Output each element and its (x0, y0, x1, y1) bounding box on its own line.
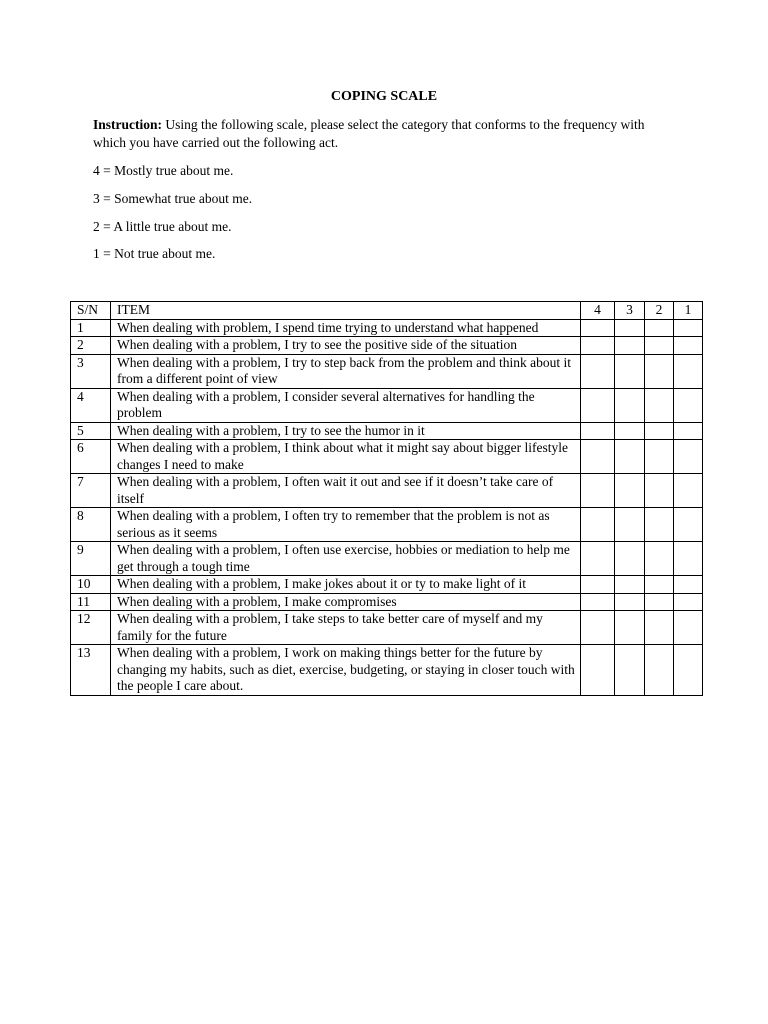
table-row (71, 576, 703, 594)
table-header-row (71, 302, 703, 320)
row-item-text: When dealing with a problem, I try to see the humor in it (111, 422, 581, 440)
scale-item-4: 4 = Mostly true about me. (93, 163, 234, 178)
table-row (71, 388, 703, 422)
rating-cell-1[interactable] (674, 593, 703, 611)
rating-cell-3[interactable] (615, 337, 645, 355)
header-rating-3: 3 (615, 302, 645, 320)
rating-cell-4[interactable] (581, 319, 615, 337)
scale-item-3: 3 = Somewhat true about me. (93, 191, 253, 206)
table-row (71, 319, 703, 337)
row-item-text: When dealing with problem, I spend time trying to understand what happened (111, 319, 581, 337)
rating-cell-3[interactable] (615, 354, 645, 388)
row-item-text: When dealing with a problem, I think about what it might say about bigger lifestyle changes I need to make (111, 440, 581, 474)
table-row (71, 645, 703, 696)
table-row (71, 508, 703, 542)
row-sn: 9 (71, 542, 111, 576)
rating-cell-4[interactable] (581, 440, 615, 474)
rating-cell-2[interactable] (645, 422, 674, 440)
instruction-label: Instruction: (93, 117, 163, 132)
rating-cell-1[interactable] (674, 645, 703, 696)
row-item-text: When dealing with a problem, I try to step back from the problem and think about it from a different point of view (111, 354, 581, 388)
row-sn: 8 (71, 508, 111, 542)
rating-cell-2[interactable] (645, 354, 674, 388)
rating-cell-1[interactable] (674, 337, 703, 355)
row-sn: 7 (71, 474, 111, 508)
header-sn: S/N (71, 302, 111, 320)
rating-cell-1[interactable] (674, 611, 703, 645)
table-row (71, 354, 703, 388)
rating-cell-4[interactable] (581, 645, 615, 696)
rating-cell-3[interactable] (615, 319, 645, 337)
rating-cell-1[interactable] (674, 388, 703, 422)
rating-cell-2[interactable] (645, 388, 674, 422)
row-item-text: When dealing with a problem, I try to see the positive side of the situation (111, 337, 581, 355)
instruction-text: Using the following scale, please select the category that conforms to the frequency with which you have carried out the following act. (93, 117, 645, 150)
rating-cell-1[interactable] (674, 542, 703, 576)
row-sn: 10 (71, 576, 111, 594)
row-sn: 11 (71, 593, 111, 611)
row-sn: 6 (71, 440, 111, 474)
rating-cell-4[interactable] (581, 611, 615, 645)
rating-cell-1[interactable] (674, 474, 703, 508)
rating-cell-4[interactable] (581, 388, 615, 422)
scale-item-2: 2 = A little true about me. (93, 219, 232, 234)
row-item-text: When dealing with a problem, I consider several alternatives for handling the problem (111, 388, 581, 422)
rating-cell-2[interactable] (645, 645, 674, 696)
rating-cell-2[interactable] (645, 337, 674, 355)
table-row (71, 611, 703, 645)
row-item-text: When dealing with a problem, I often use exercise, hobbies or mediation to help me get through a tough time (111, 542, 581, 576)
rating-cell-4[interactable] (581, 576, 615, 594)
instruction-paragraph (93, 116, 653, 152)
rating-cell-4[interactable] (581, 593, 615, 611)
row-item-text: When dealing with a problem, I make compromises (111, 593, 581, 611)
rating-cell-3[interactable] (615, 508, 645, 542)
table-row (71, 474, 703, 508)
row-item-text: When dealing with a problem, I make jokes about it or ty to make light of it (111, 576, 581, 594)
rating-cell-1[interactable] (674, 422, 703, 440)
rating-cell-4[interactable] (581, 508, 615, 542)
rating-cell-3[interactable] (615, 593, 645, 611)
row-item-text: When dealing with a problem, I often wait it out and see if it doesn’t take care of itself (111, 474, 581, 508)
rating-cell-4[interactable] (581, 422, 615, 440)
header-rating-4: 4 (581, 302, 615, 320)
header-item: ITEM (111, 302, 581, 320)
rating-cell-4[interactable] (581, 474, 615, 508)
rating-cell-3[interactable] (615, 440, 645, 474)
row-sn: 3 (71, 354, 111, 388)
coping-scale-table (70, 301, 703, 696)
rating-cell-2[interactable] (645, 576, 674, 594)
rating-cell-1[interactable] (674, 319, 703, 337)
table-row (71, 542, 703, 576)
rating-cell-3[interactable] (615, 474, 645, 508)
rating-cell-4[interactable] (581, 337, 615, 355)
rating-cell-3[interactable] (615, 542, 645, 576)
row-sn: 4 (71, 388, 111, 422)
table-row (71, 440, 703, 474)
row-sn: 2 (71, 337, 111, 355)
header-rating-2: 2 (645, 302, 674, 320)
table-row (71, 337, 703, 355)
row-sn: 5 (71, 422, 111, 440)
rating-cell-4[interactable] (581, 354, 615, 388)
rating-cell-4[interactable] (581, 542, 615, 576)
rating-cell-3[interactable] (615, 645, 645, 696)
rating-cell-2[interactable] (645, 440, 674, 474)
rating-cell-2[interactable] (645, 508, 674, 542)
rating-cell-3[interactable] (615, 576, 645, 594)
table-row (71, 593, 703, 611)
rating-cell-2[interactable] (645, 593, 674, 611)
page-title: COPING SCALE (330, 89, 438, 104)
rating-cell-3[interactable] (615, 422, 645, 440)
row-item-text: When dealing with a problem, I take steps to take better care of myself and my family for the future (111, 611, 581, 645)
row-item-text: When dealing with a problem, I often try to remember that the problem is not as serious as it seems (111, 508, 581, 542)
row-sn: 1 (71, 319, 111, 337)
rating-cell-3[interactable] (615, 388, 645, 422)
rating-cell-2[interactable] (645, 611, 674, 645)
row-sn: 12 (71, 611, 111, 645)
rating-cell-2[interactable] (645, 542, 674, 576)
scale-item-1: 1 = Not true about me. (93, 246, 216, 261)
rating-cell-1[interactable] (674, 440, 703, 474)
rating-cell-1[interactable] (674, 354, 703, 388)
rating-cell-2[interactable] (645, 474, 674, 508)
rating-cell-2[interactable] (645, 319, 674, 337)
rating-cell-3[interactable] (615, 611, 645, 645)
rating-cell-1[interactable] (674, 508, 703, 542)
row-sn: 13 (71, 645, 111, 696)
table-row (71, 422, 703, 440)
header-rating-1: 1 (674, 302, 703, 320)
row-item-text: When dealing with a problem, I work on making things better for the future by changing my habits, such as diet, exercise, budgeting, or staying in closer touch with the people I care about. (111, 645, 581, 696)
rating-cell-1[interactable] (674, 576, 703, 594)
